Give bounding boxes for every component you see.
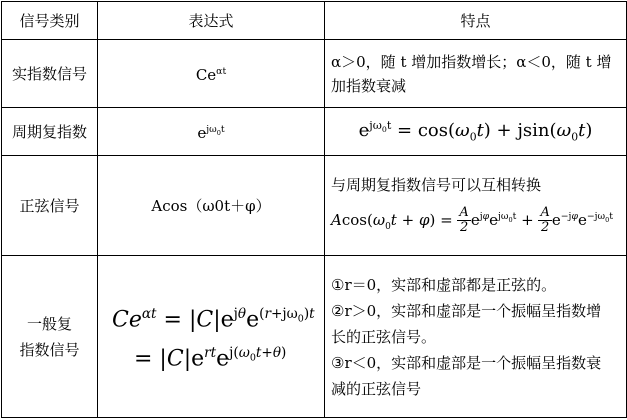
expression-line: $Ce^{\alpha t} = |C|e^{j\theta}e^{(r+j\omega_0)t}$: [112, 306, 315, 333]
row3-expression: Acos（ω0t＋φ）: [98, 156, 325, 256]
table-row: [2, 256, 627, 418]
category-line: 指数信号: [19, 340, 80, 359]
feature-line: 与周期复指数信号可以互相转换: [331, 175, 542, 194]
row2-features: [325, 108, 627, 156]
header-row: [2, 2, 627, 40]
row4-expression: [98, 256, 325, 418]
expression-text: $e^{j\omega_0t}$: [197, 124, 225, 142]
feature-formula: $Acos(\omega_0t + \varphi)$ = $\frac{A}{2}$ $e^{j\varphi}e^{j\omega_0t}$ + $\frac{A}{2}$ $e^{-j\varphi}e^{-j\omega_0t}$: [331, 205, 613, 235]
feature-line: 减的正弦信号: [331, 379, 422, 398]
header-expression: 表达式: [98, 2, 325, 40]
row3-features: [325, 156, 627, 256]
feature-line: α＞0，随 t 增加指数增长；α＜0，随 t 增: [331, 52, 612, 71]
row1-features: [325, 40, 627, 108]
row2-category: 周期复指数: [2, 108, 98, 156]
expression-text: $Ce^{\alpha t}$: [195, 66, 227, 84]
expression-line: = $|C|e^{rt}e^{j(\omega_0t+\theta)}$: [134, 344, 287, 371]
row1-category: 实指数信号: [2, 40, 98, 108]
table-row: [2, 108, 627, 156]
feature-line: 长的正弦信号。: [331, 327, 437, 346]
row4-features: [325, 256, 627, 418]
feature-line: ③r＜0，实部和虚部是一个振幅呈指数衰: [331, 353, 602, 372]
category-line: 一般复: [26, 314, 72, 333]
signal-table: [1, 1, 627, 418]
row4-category: [2, 256, 98, 418]
feature-line: ②r＞0，实部和虚部是一个振幅呈指数增: [331, 301, 602, 320]
feature-line: ①r＝0，实部和虚部都是正弦的。: [331, 275, 557, 294]
header-features: 特点: [325, 2, 627, 40]
table-row: [2, 40, 627, 108]
row1-expression: [98, 40, 325, 108]
row2-expression: [98, 108, 325, 156]
feature-line: 加指数衰减: [331, 76, 407, 95]
table-row: [2, 156, 627, 256]
row3-category: 正弦信号: [2, 156, 98, 256]
header-category: 信号类别: [2, 2, 98, 40]
feature-formula: $e^{j\omega_0t} = \cos(\omega_0t) + jsin(\omega_0t)$: [358, 118, 593, 144]
